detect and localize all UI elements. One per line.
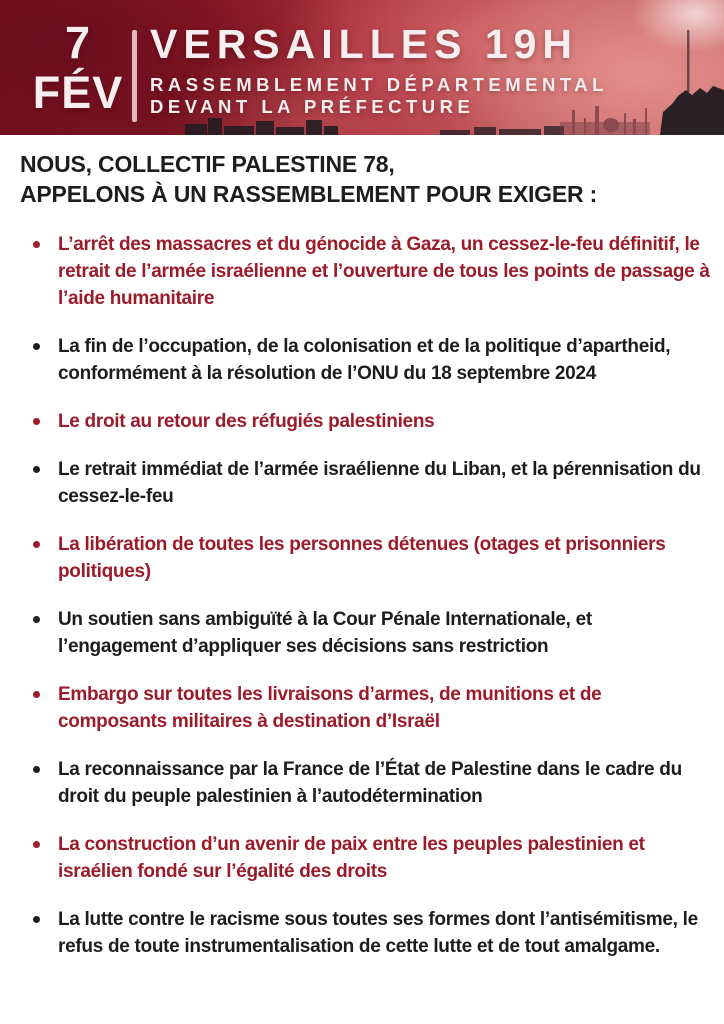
demand-text: La libération de toutes les personnes détenues (otages et prisonniers politiques) xyxy=(58,534,666,582)
demand-text: La reconnaissance par la France de l’État de Palestine dans le cadre du droit du peuple palestinien à l’autodétermination xyxy=(58,759,682,807)
statement-heading xyxy=(20,149,710,209)
demand-text: Le droit au retour des réfugiés palestiniens xyxy=(58,411,435,432)
bullet-icon xyxy=(33,766,40,773)
demand-item xyxy=(30,231,710,312)
demand-text: Un soutien sans ambiguïté à la Cour Pénale Internationale, et l’engagement d’appliquer ses décisions sans restriction xyxy=(58,609,592,657)
bullet-icon xyxy=(33,541,40,548)
bullet-icon xyxy=(33,691,40,698)
demand-text: Embargo sur toutes les livraisons d’armes, de munitions et de composants militaires à destination d’Israël xyxy=(58,684,602,732)
statement-heading-line1: NOUS, COLLECTIF PALESTINE 78, xyxy=(20,151,395,177)
demand-item xyxy=(30,906,710,960)
bullet-icon xyxy=(33,616,40,623)
poster-body xyxy=(0,135,724,960)
vertical-divider xyxy=(132,30,137,122)
event-title: VERSAILLES 19H xyxy=(150,21,579,67)
demand-item xyxy=(30,681,710,735)
demand-text: La construction d’un avenir de paix entre les peuples palestinien et israélien fondé sur l’égalité des droits xyxy=(58,834,645,882)
demand-item xyxy=(30,333,710,387)
demand-item xyxy=(30,408,710,435)
bullet-icon xyxy=(33,343,40,350)
demand-item xyxy=(30,831,710,885)
demand-item xyxy=(30,606,710,660)
event-title-block xyxy=(150,21,608,118)
demand-text: La lutte contre le racisme sous toutes ses formes dont l’antisémitisme, le refus de toute instrumentalisation de cette lutte et de tout amalgame. xyxy=(58,909,698,957)
demand-text: L’arrêt des massacres et du génocide à Gaza, un cessez-le-feu définitif, le retrait de l’armée israélienne et l’ouverture de tous les points de passage à l’aide humanitaire xyxy=(58,234,710,309)
demand-item xyxy=(30,756,710,810)
event-subtitle-2: DEVANT LA PRÉFECTURE xyxy=(150,96,475,117)
event-banner xyxy=(0,0,724,135)
bullet-icon xyxy=(33,916,40,923)
bullet-icon xyxy=(33,841,40,848)
demand-text: La fin de l’occupation, de la colonisation et de la politique d’apartheid, conformément à la résolution de l’ONU du 18 septembre 2024 xyxy=(58,336,671,384)
bullet-icon xyxy=(33,418,40,425)
event-subtitle-1: RASSEMBLEMENT DÉPARTEMENTAL xyxy=(150,74,608,95)
demand-text: Le retrait immédiat de l’armée israélienne du Liban, et la pérennisation du cessez-le-feu xyxy=(58,459,701,507)
demand-item xyxy=(30,456,710,510)
bullet-icon xyxy=(33,241,40,248)
demand-item xyxy=(30,531,710,585)
demands-list xyxy=(20,231,710,960)
event-date xyxy=(30,17,126,118)
event-date-month: FÉV xyxy=(32,67,124,118)
bullet-icon xyxy=(33,466,40,473)
statement-heading-line2: APPELONS À UN RASSEMBLEMENT POUR EXIGER : xyxy=(20,181,598,207)
event-date-day: 7 xyxy=(64,17,92,68)
